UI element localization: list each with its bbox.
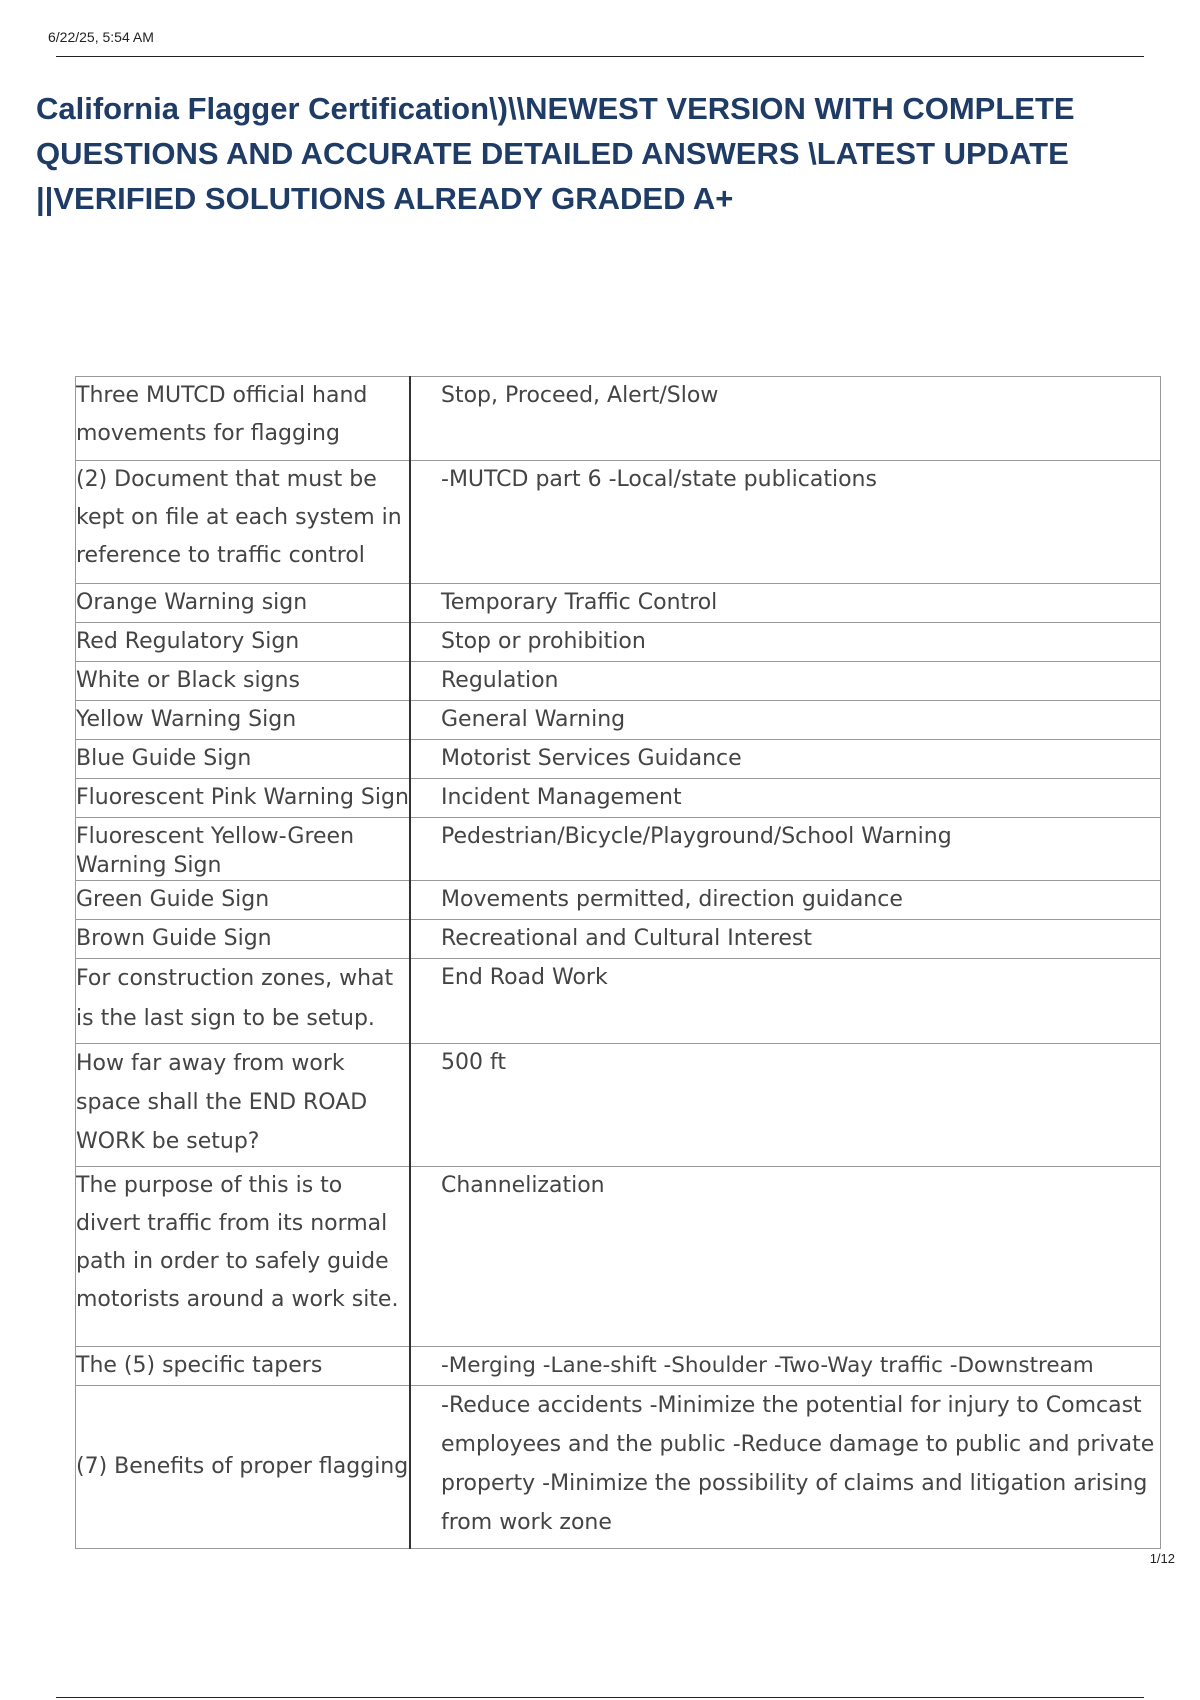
term-cell: Green Guide Sign — [76, 881, 411, 920]
term-cell: Orange Warning sign — [76, 584, 411, 623]
definition-cell: Pedestrian/Bicycle/Playground/School Warning — [410, 818, 1161, 881]
term-cell: How far away from work space shall the END ROAD WORK be setup? — [76, 1044, 411, 1167]
table-row — [76, 701, 1161, 740]
table-row — [76, 959, 1161, 1044]
definition-cell: End Road Work — [410, 959, 1161, 1044]
definition-cell: -Merging -Lane-shift -Shoulder -Two-Way traffic -Downstream — [410, 1347, 1161, 1386]
print-timestamp: 6/22/25, 5:54 AM — [48, 29, 154, 45]
table-row — [76, 584, 1161, 623]
table-row — [76, 1347, 1161, 1386]
definition-cell: Stop, Proceed, Alert/Slow — [410, 377, 1161, 461]
term-cell: Fluorescent Yellow-Green Warning Sign — [76, 818, 411, 881]
term-cell: Blue Guide Sign — [76, 740, 411, 779]
definition-cell: Movements permitted, direction guidance — [410, 881, 1161, 920]
table-row — [76, 377, 1161, 461]
definition-cell: -MUTCD part 6 -Local/state publications — [410, 461, 1161, 584]
definition-cell: Recreational and Cultural Interest — [410, 920, 1161, 959]
term-cell: White or Black signs — [76, 662, 411, 701]
table-row — [76, 818, 1161, 881]
term-cell: Red Regulatory Sign — [76, 623, 411, 662]
flashcard-table — [75, 376, 1161, 1549]
table-row — [76, 881, 1161, 920]
footer-divider — [56, 1697, 1144, 1698]
document-title: California Flagger Certification\)\\NEWEST VERSION WITH COMPLETE QUESTIONS AND ACCURATE DETAILED ANSWERS \LATEST UPDATE ||VERIFIED SOLUTIONS ALREADY GRADED A+ — [36, 91, 1075, 216]
definition-cell: Regulation — [410, 662, 1161, 701]
definition-cell: -Reduce accidents -Minimize the potential for injury to Comcast employees and the public -Reduce damage to public and private property -Minimize the possibility of claims and litigation arising from work zone — [410, 1386, 1161, 1549]
term-cell: For construction zones, what is the last sign to be setup. — [76, 959, 411, 1044]
table-row — [76, 1167, 1161, 1347]
term-cell: (2) Document that must be kept on file at each system in reference to traffic control — [76, 461, 411, 584]
term-cell: Yellow Warning Sign — [76, 701, 411, 740]
page-number: 1/12 — [1149, 1551, 1175, 1566]
term-cell: Brown Guide Sign — [76, 920, 411, 959]
table-row — [76, 779, 1161, 818]
term-cell: Fluorescent Pink Warning Sign — [76, 779, 411, 818]
definition-cell: Stop or prohibition — [410, 623, 1161, 662]
definition-cell: Channelization — [410, 1167, 1161, 1347]
header-divider — [56, 56, 1144, 57]
definition-cell: Motorist Services Guidance — [410, 740, 1161, 779]
definition-cell: General Warning — [410, 701, 1161, 740]
term-cell: The purpose of this is to divert traffic from its normal path in order to safely guide motorists around a work site. — [76, 1167, 411, 1347]
term-cell: (7) Benefits of proper flagging — [76, 1386, 411, 1549]
table-row — [76, 740, 1161, 779]
table-row — [76, 920, 1161, 959]
definition-cell: 500 ft — [410, 1044, 1161, 1167]
term-cell: The (5) specific tapers — [76, 1347, 411, 1386]
table-row — [76, 623, 1161, 662]
table-row — [76, 1044, 1161, 1167]
table-row — [76, 662, 1161, 701]
table-row — [76, 461, 1161, 584]
table-row — [76, 1386, 1161, 1549]
term-cell: Three MUTCD official hand movements for flagging — [76, 377, 411, 461]
definition-cell: Incident Management — [410, 779, 1161, 818]
definition-cell: Temporary Traffic Control — [410, 584, 1161, 623]
